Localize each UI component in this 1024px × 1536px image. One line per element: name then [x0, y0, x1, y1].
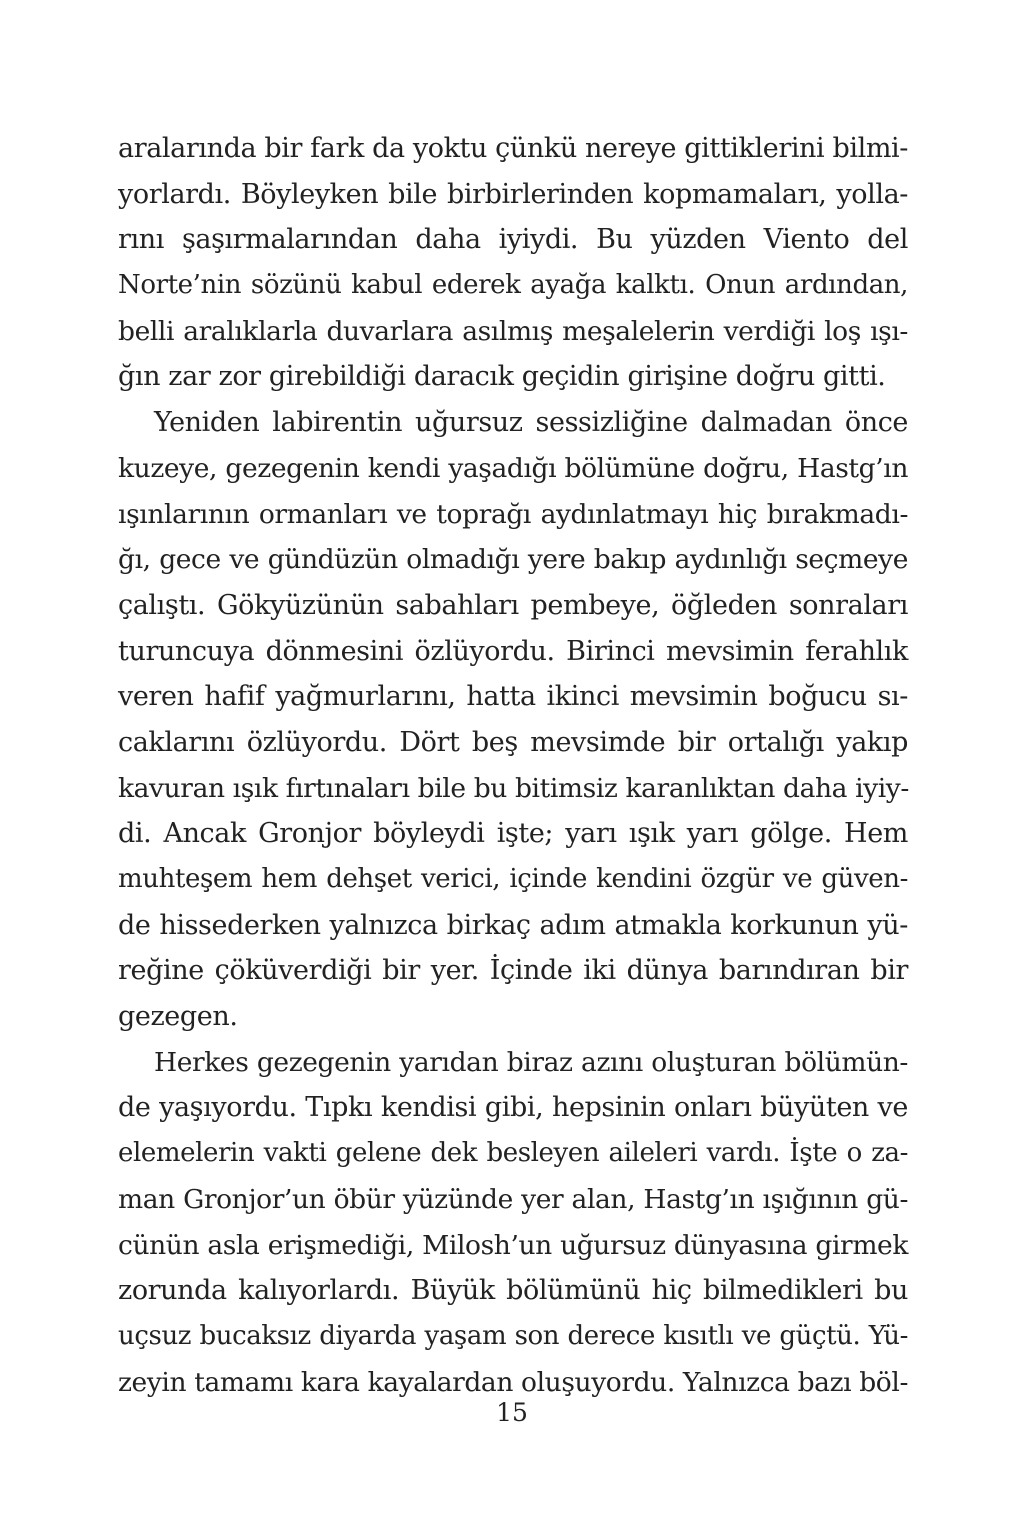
text-line: Herkes gezegenin yarıdan biraz azını oluşturan bölümün- [154, 1046, 908, 1078]
text-line: caklarını özlüyordu. Dört beş mevsimde bir ortalığı yakıp [118, 726, 908, 758]
text-line: cünün asla erişmediği, Milosh’un uğursuz dünyasına girmek [118, 1229, 908, 1261]
text-line: elemelerin vakti gelene dek besleyen aileleri vardı. İşte o za- [118, 1138, 908, 1169]
text-line: man Gronjor’un öbür yüzünde yer alan, Hastg’ın ışığının gü- [118, 1183, 908, 1215]
text-line: ışınlarının ormanları ve toprağı aydınlatmayı hiç bırakmadı- [118, 498, 908, 530]
text-line: rını şaşırmalarından daha iyiydi. Bu yüzden Viento del [118, 224, 908, 256]
text-line: kavuran ışık fırtınaları bile bu bitimsiz karanlıktan daha iyiy- [118, 772, 909, 804]
text-line: yorlardı. Böyleyken bile birbirlerinden kopmamaları, yolla- [118, 178, 908, 210]
text-line: ğın zar zor girebildiği daracık geçidin girişine doğru gitti. [118, 361, 886, 393]
text-line: çalıştı. Gökyüzünün sabahları pembeye, öğleden sonraları [118, 589, 908, 621]
text-line: zeyin tamamı kara kayalardan oluşuyordu. Yalnızca bazı böl- [118, 1366, 908, 1398]
text-line: reğine çöküverdiği bir yer. İçinde iki dünya barındıran bir [118, 955, 908, 987]
text-line: gezegen. [118, 1001, 238, 1033]
text-line: Yeniden labirentin uğursuz sessizliğine dalmadan önce [154, 407, 908, 439]
text-line: muhteşem hem dehşet verici, içinde kendini özgür ve güven- [118, 864, 908, 894]
text-line: zorunda kalıyorlardı. Büyük bölümünü hiç bilmedikleri bu [118, 1275, 908, 1307]
text-line: di. Ancak Gronjor böyleydi işte; yarı ışık yarı gölge. Hem [118, 818, 908, 850]
text-line: de hissederken yalnızca birkaç adım atmakla korkunun yü- [118, 909, 908, 941]
text-line: Norte’nin sözünü kabul ederek ayağa kalktı. Onun ardından, [118, 270, 908, 301]
text-line: uçsuz bucaksız diyarda yaşam son derece kısıtlı ve güçtü. Yü- [118, 1320, 908, 1351]
text-line: belli aralıklarla duvarlara asılmış meşalelerin verdiği loş ışı- [118, 315, 908, 347]
text-line: aralarında bir fark da yoktu çünkü nereye gittiklerini bilmi- [118, 133, 908, 164]
text-line: turuncuya dönmesini özlüyordu. Birinci mevsimin ferahlık [118, 635, 908, 667]
body-text [118, 126, 908, 1405]
text-line: kuzeye, gezegenin kendi yaşadığı bölümüne doğru, Hastg’ın [118, 452, 908, 484]
text-line: veren hafif yağmurlarını, hatta ikinci mevsimin boğucu sı- [118, 681, 908, 713]
text-line: de yaşıyordu. Tıpkı kendisi gibi, hepsinin onları büyüten ve [118, 1092, 908, 1124]
text-line: ğı, gece ve gündüzün olmadığı yere bakıp aydınlığı seçmeye [118, 544, 908, 576]
page-number: 15 [496, 1398, 528, 1427]
